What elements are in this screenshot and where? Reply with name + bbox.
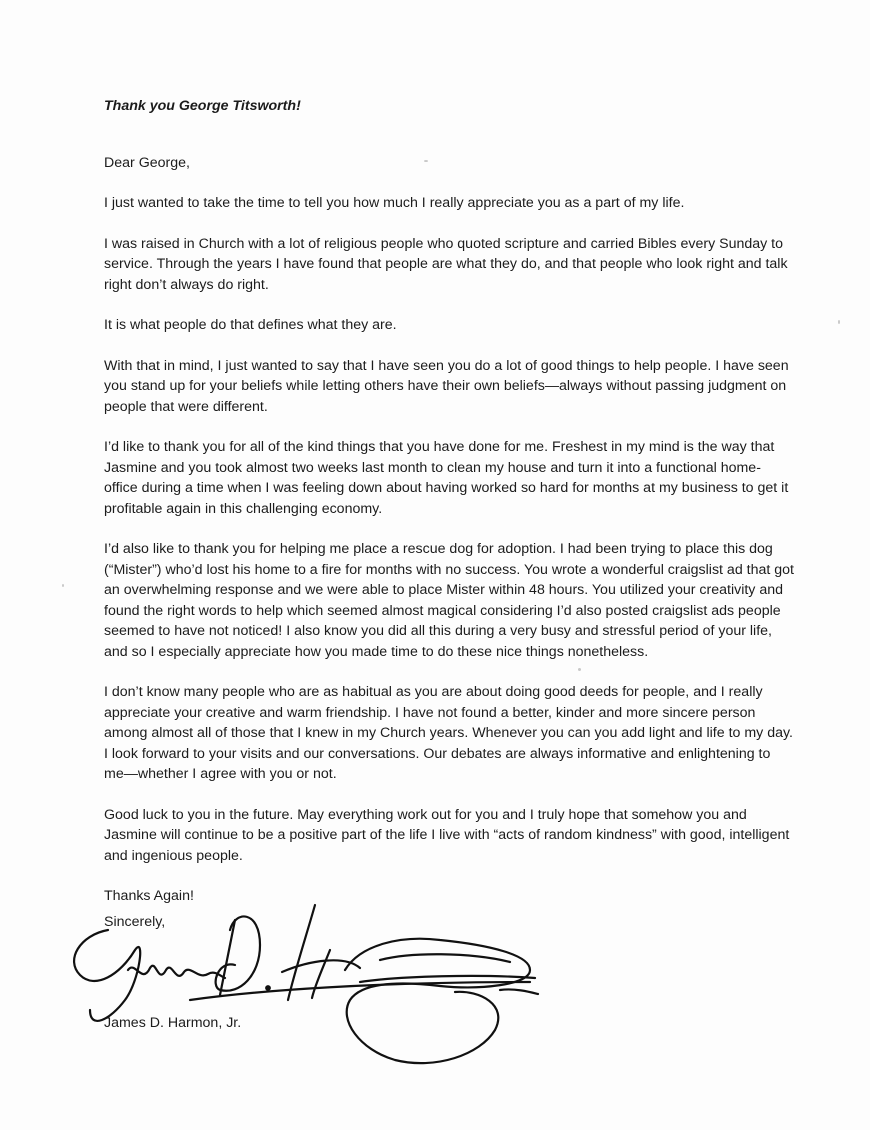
signature-strokes xyxy=(74,905,538,1063)
closing: Sincerely, xyxy=(104,914,166,930)
paragraph: I’d like to thank you for all of the kind things that you have done for me. Freshest in my mind is the way that Jasmine and you took almost two weeks last month to clean my house and turn it into a functional home-office during a time when I was feeling down about having worked so hard for months at my business to get it profitable again in this challenging economy. xyxy=(104,439,789,517)
letter-heading: Thank you George Titsworth! xyxy=(104,98,301,114)
paragraph: I was raised in Church with a lot of religious people who quoted scripture and carried Bibles every Sunday to service. Through the years I have found that people are what they do, and that people who look right and talk right don’t always do right. xyxy=(104,235,788,293)
thanks-line: Thanks Again! xyxy=(104,888,194,904)
paragraph: I don’t know many people who are as habitual as you are about doing good deeds for people, and I really appreciate your creative and warm friendship. I have not found a better, kinder and more sincere person among almost all of those that I knew in my Church years. Whenever you can you add light and life to my day. I look forward to your visits and our conversations. Our debates are always informative and enlightening to me—whether I agree with you or not. xyxy=(104,684,793,782)
paragraph: It is what people do that defines what they are. xyxy=(104,317,397,333)
scan-speck xyxy=(424,160,428,162)
scan-speck xyxy=(62,584,64,587)
paragraph: I’d also like to thank you for helping me place a rescue dog for adoption. I had been trying to place this dog (“Mister”) who’d lost his home to a fire for months with no success. You wrote a wonderful craigslist ad that got an overwhelming response and we were able to place Mister within 48 hours. You utilized your creativity and found the right words to help which seemed almost magical considering I’d also posted craigslist ads people seemed to have not noticed! I also know you did all this during a very busy and stressful period of your life, and so I especially appreciate how you made time to do these nice things nonetheless. xyxy=(104,541,794,660)
handwritten-signature xyxy=(60,890,560,1090)
salutation: Dear George, xyxy=(104,154,190,171)
paragraph: Good luck to you in the future. May everything work out for you and I truly hope that somehow you and Jasmine will continue to be a positive part of the life I live with “acts of random kindness” with good, intelligent and ingenious people. xyxy=(104,806,790,864)
letter-body xyxy=(104,96,794,907)
scan-speck xyxy=(838,320,840,324)
paragraph: I just wanted to take the time to tell you how much I really appreciate you as a part of my life. xyxy=(104,195,685,211)
signer-name: James D. Harmon, Jr. xyxy=(104,1015,242,1031)
paragraph: With that in mind, I just wanted to say that I have seen you do a lot of good things to help people. I have seen you stand up for your beliefs while letting others have their own beliefs—always without passing judgment on people that were different. xyxy=(104,357,789,415)
scan-speck xyxy=(578,668,581,671)
